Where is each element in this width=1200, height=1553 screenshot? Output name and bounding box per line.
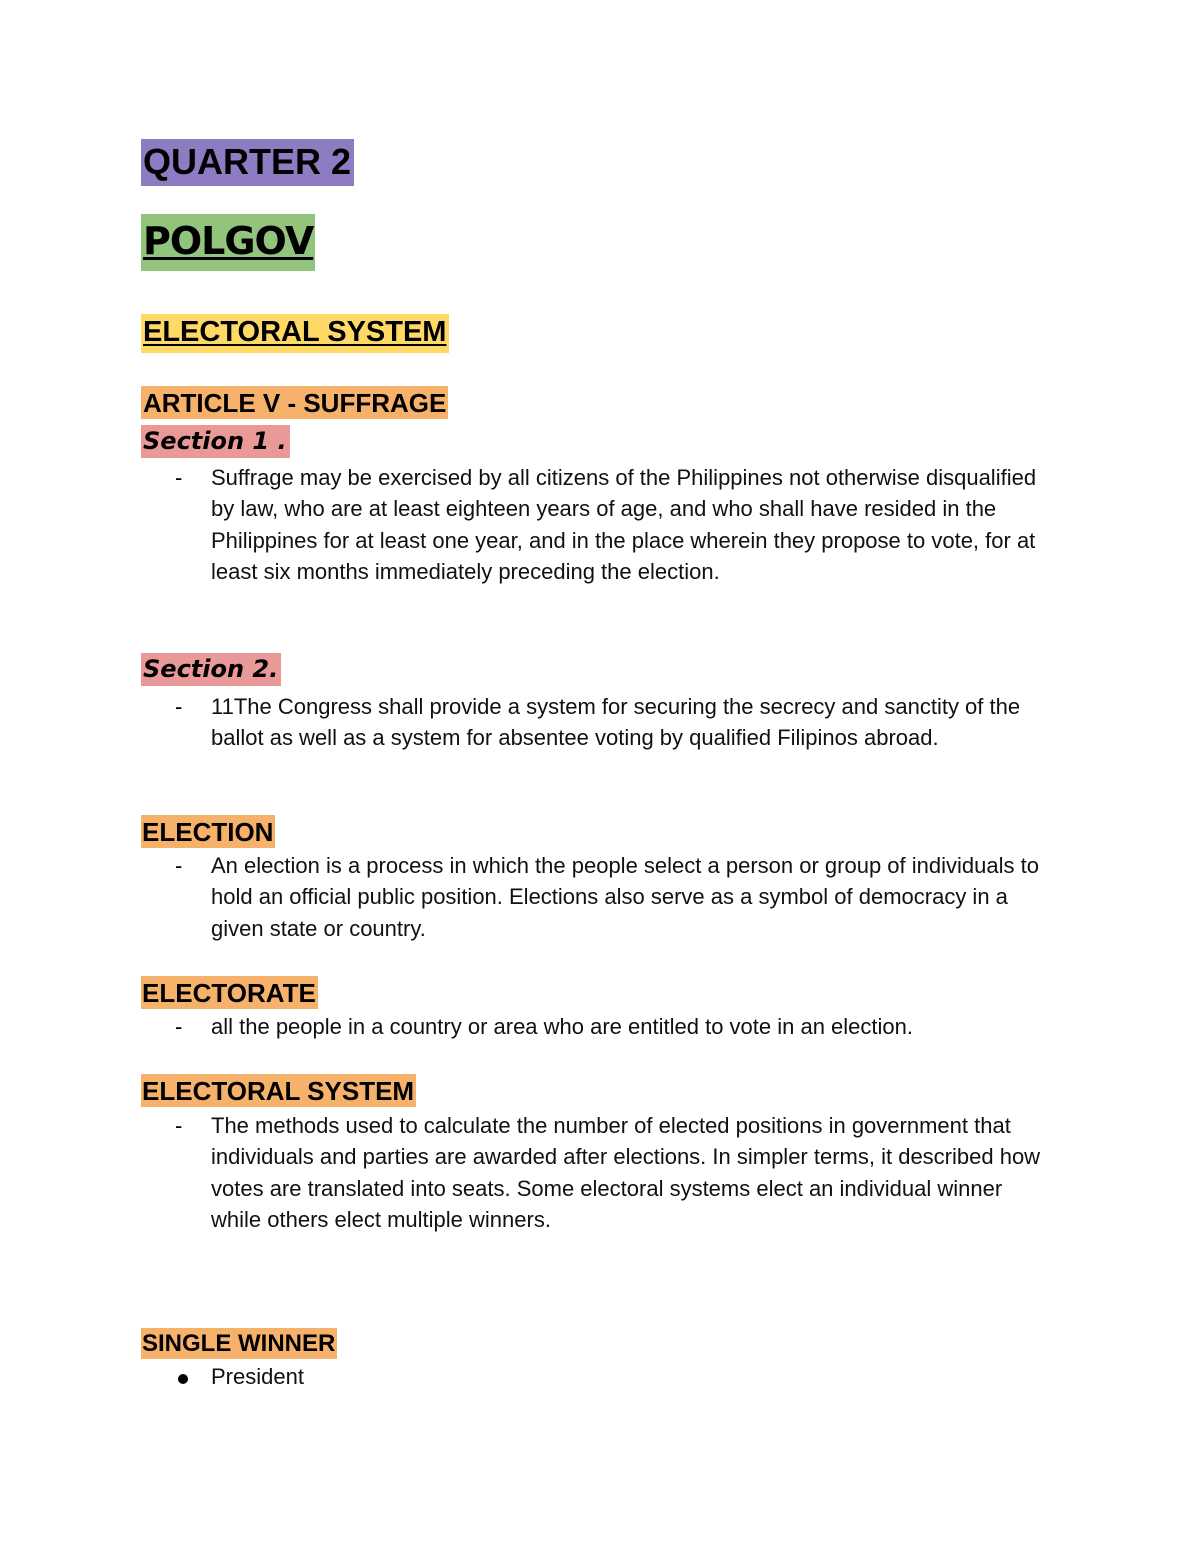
electorate-definition: all the people in a country or area who are entitled to vote in an election. — [211, 1014, 914, 1039]
single-winner-item-text: President — [211, 1364, 304, 1389]
section-2-heading-text: Section 2. — [143, 655, 279, 683]
election-definition: An election is a process in which the people select a person or group of individuals to hold an official public position. Elections also serve as a symbol of democracy in a given state or country. — [211, 853, 1039, 941]
subject-heading — [141, 214, 315, 271]
subject-heading-text: POLGOV — [143, 219, 314, 263]
quarter-heading-text: QUARTER 2 — [143, 141, 352, 182]
dash-bullet: - — [175, 853, 183, 878]
section-2-text: 11The Congress shall provide a system for securing the secrecy and sanctity of the ballot as well as a system for absentee voting by qualified Filipinos abroad. — [211, 694, 1021, 751]
section-1-heading — [141, 425, 290, 458]
electoral-system-heading — [141, 1074, 416, 1107]
article-heading — [141, 386, 448, 419]
dash-bullet: - — [175, 1113, 183, 1138]
quarter-heading — [141, 139, 354, 186]
dash-bullet: - — [175, 1014, 183, 1039]
single-winner-heading-text: SINGLE WINNER — [142, 1330, 336, 1357]
section-1-text: Suffrage may be exercised by all citizens of the Philippines not otherwise disqualified by law, who are at least eighteen years of age, and who shall have resided in the Philippines for at least one year, and in the place wherein they propose to vote, for at least six months immediately preceding the election. — [211, 465, 1037, 584]
bullet-dot-icon — [178, 1374, 188, 1384]
section-1-heading-text: Section 1 . — [143, 427, 287, 455]
topic-heading-text: ELECTORAL SYSTEM — [143, 316, 447, 348]
electorate-heading-text: ELECTORATE — [142, 978, 316, 1008]
article-heading-text: ARTICLE V - SUFFRAGE — [143, 388, 447, 418]
single-winner-heading — [141, 1328, 337, 1359]
electorate-heading — [141, 976, 318, 1009]
topic-heading — [141, 314, 449, 353]
electoral-system-heading-text: ELECTORAL SYSTEM — [142, 1076, 415, 1106]
electoral-system-definition: The methods used to calculate the number of elected positions in government that individuals and parties are awarded after elections. In simpler terms, it described how votes are translated into seats. Some electoral systems elect an individual winner while others elect multiple winners. — [211, 1113, 1041, 1232]
section-2-heading — [141, 653, 281, 686]
dash-bullet: - — [175, 694, 183, 719]
dash-bullet: - — [175, 465, 183, 490]
election-heading-text: ELECTION — [142, 817, 274, 847]
election-heading — [141, 815, 275, 848]
